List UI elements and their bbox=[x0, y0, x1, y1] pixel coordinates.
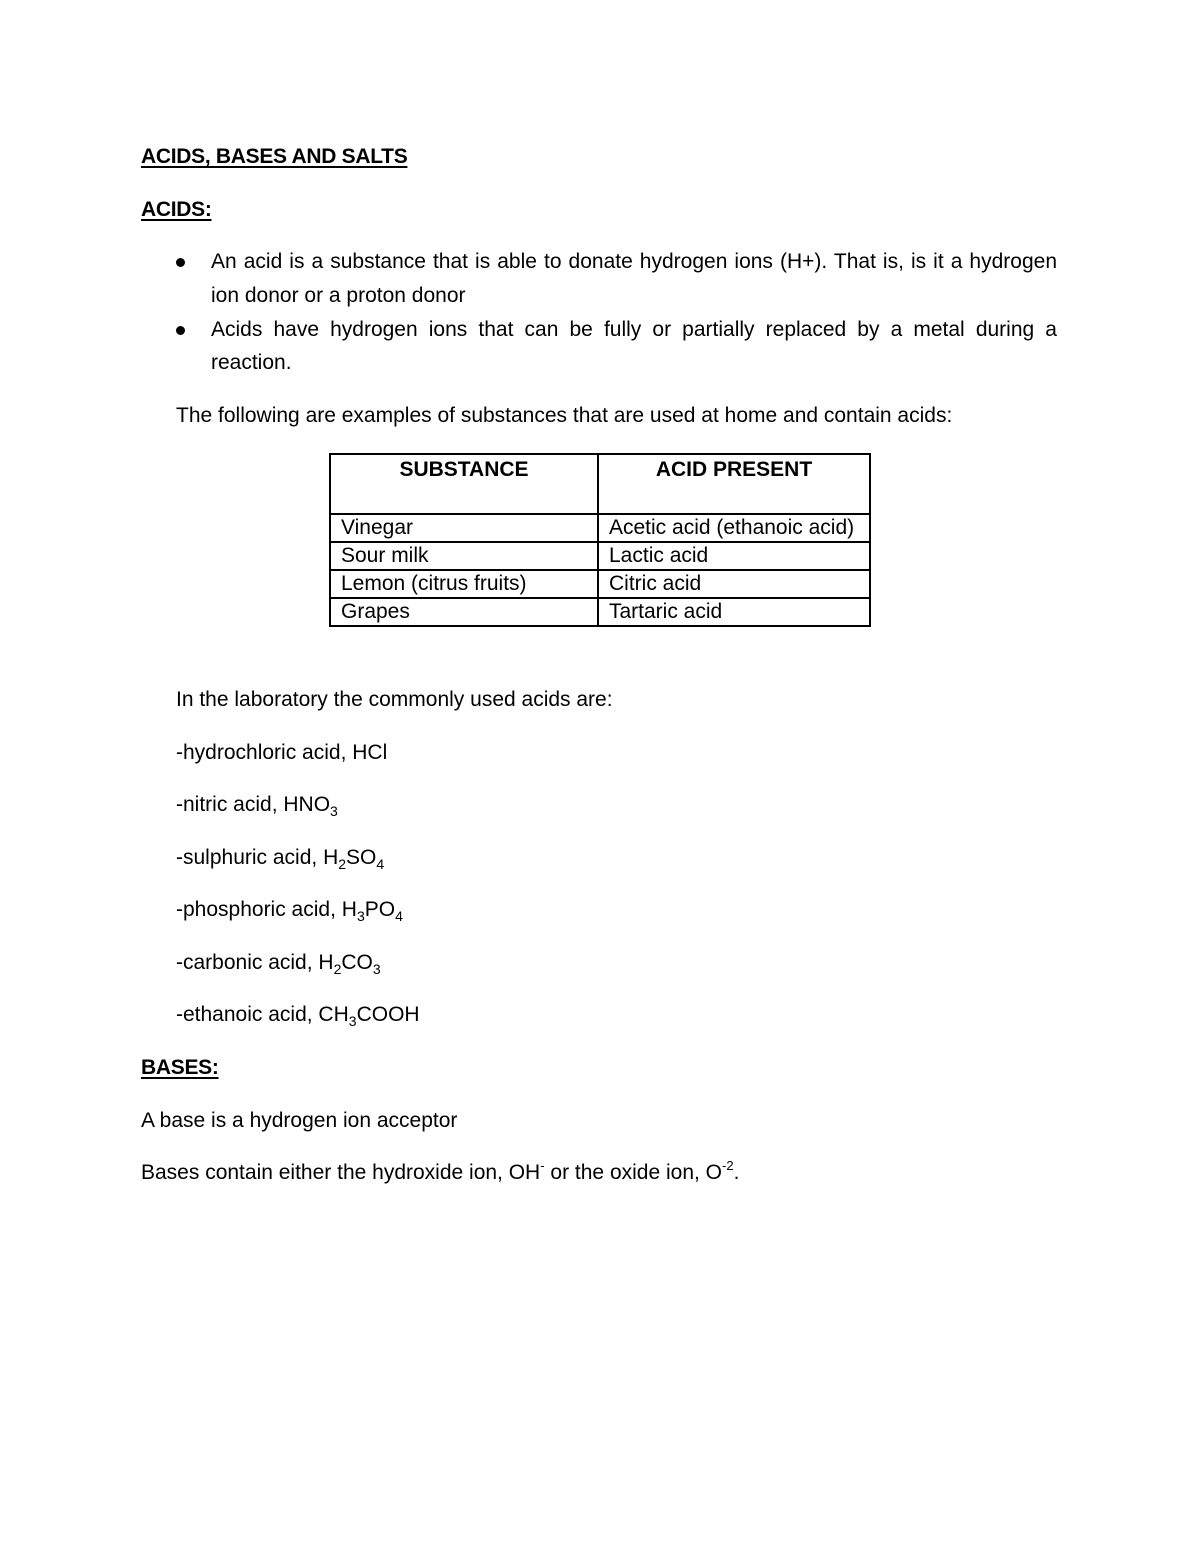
acid-formula: CH bbox=[318, 1003, 349, 1026]
lab-acid-carbonic bbox=[176, 950, 381, 976]
table-row bbox=[330, 542, 870, 570]
acid-formula: H bbox=[318, 951, 334, 974]
acid-property-line2: reaction. bbox=[211, 351, 292, 374]
acid-formula: HCl bbox=[352, 741, 388, 764]
lab-acid-hydrochloric bbox=[176, 740, 387, 766]
acid-definition-line2: ion donor or a proton donor bbox=[211, 284, 466, 307]
table-row bbox=[330, 514, 870, 542]
base-definition: A base is a hydrogen ion acceptor bbox=[141, 1109, 458, 1132]
acid-definition-line1: An acid is a substance that is able to donate hydrogen ions (H+). That is, is it a hydrogen bbox=[211, 250, 1057, 273]
substance-column-header: SUBSTANCE bbox=[330, 454, 598, 514]
acid-name: -phosphoric acid, bbox=[176, 898, 342, 921]
substance-cell: Sour milk bbox=[330, 542, 598, 570]
lab-acid-phosphoric bbox=[176, 897, 403, 923]
table-row bbox=[330, 598, 870, 626]
ions-text: . bbox=[733, 1161, 740, 1184]
examples-intro: The following are examples of substances that are used at home and contain acids: bbox=[176, 404, 953, 427]
bullet-icon bbox=[176, 258, 185, 267]
formula-subscript: 3 bbox=[356, 908, 365, 924]
acid-formula: H bbox=[323, 846, 339, 869]
acid-name: -ethanoic acid, bbox=[176, 1003, 319, 1026]
formula-subscript: 3 bbox=[372, 961, 381, 977]
acid-formula: COOH bbox=[356, 1003, 420, 1026]
household-acids-table bbox=[329, 453, 871, 627]
substance-cell: Lemon (citrus fruits) bbox=[330, 570, 598, 598]
acid-cell: Tartaric acid bbox=[598, 598, 870, 626]
lab-acid-sulphuric bbox=[176, 845, 384, 871]
ions-text: or the oxide ion, O bbox=[544, 1161, 723, 1184]
lab-acid-nitric bbox=[176, 792, 338, 818]
acid-cell: Citric acid bbox=[598, 570, 870, 598]
formula-subscript: 3 bbox=[348, 1013, 357, 1029]
charge-superscript: -2 bbox=[722, 1158, 734, 1173]
ions-text: Bases contain either the hydroxide ion, OH bbox=[141, 1161, 541, 1184]
table-header-row bbox=[330, 454, 870, 514]
charge-superscript: - bbox=[540, 1158, 545, 1173]
bullet-icon bbox=[176, 326, 185, 335]
formula-subscript: 4 bbox=[376, 856, 385, 872]
formula-subscript: 3 bbox=[330, 803, 338, 819]
substance-cell: Grapes bbox=[330, 598, 598, 626]
acid-name: -carbonic acid, bbox=[176, 951, 319, 974]
acid-name: -hydrochloric acid, bbox=[176, 741, 353, 764]
table-row bbox=[330, 570, 870, 598]
acid-present-column-header: ACID PRESENT bbox=[598, 454, 870, 514]
formula-subscript: 4 bbox=[395, 908, 403, 924]
acid-cell: Lactic acid bbox=[598, 542, 870, 570]
lab-acid-ethanoic bbox=[176, 1002, 420, 1028]
acid-formula: SO bbox=[346, 846, 377, 869]
acid-formula: PO bbox=[364, 898, 396, 921]
substance-cell: Vinegar bbox=[330, 514, 598, 542]
acid-cell: Acetic acid (ethanoic acid) bbox=[598, 514, 870, 542]
acid-formula: H bbox=[341, 898, 357, 921]
acid-property-line1: Acids have hydrogen ions that can be fully or partially replaced by a metal during a bbox=[211, 318, 1057, 341]
bases-heading: BASES: bbox=[141, 1056, 219, 1079]
formula-subscript: 2 bbox=[333, 961, 342, 977]
document-title: ACIDS, BASES AND SALTS bbox=[141, 145, 408, 168]
acid-formula: HNO bbox=[283, 793, 331, 816]
base-ions-sentence bbox=[141, 1160, 739, 1186]
formula-subscript: 2 bbox=[338, 856, 347, 872]
acid-formula: CO bbox=[341, 951, 373, 974]
acids-heading: ACIDS: bbox=[141, 198, 212, 221]
acid-name: -sulphuric acid, bbox=[176, 846, 324, 869]
lab-acids-intro: In the laboratory the commonly used acids are: bbox=[176, 688, 613, 711]
acid-name: -nitric acid, bbox=[176, 793, 284, 816]
